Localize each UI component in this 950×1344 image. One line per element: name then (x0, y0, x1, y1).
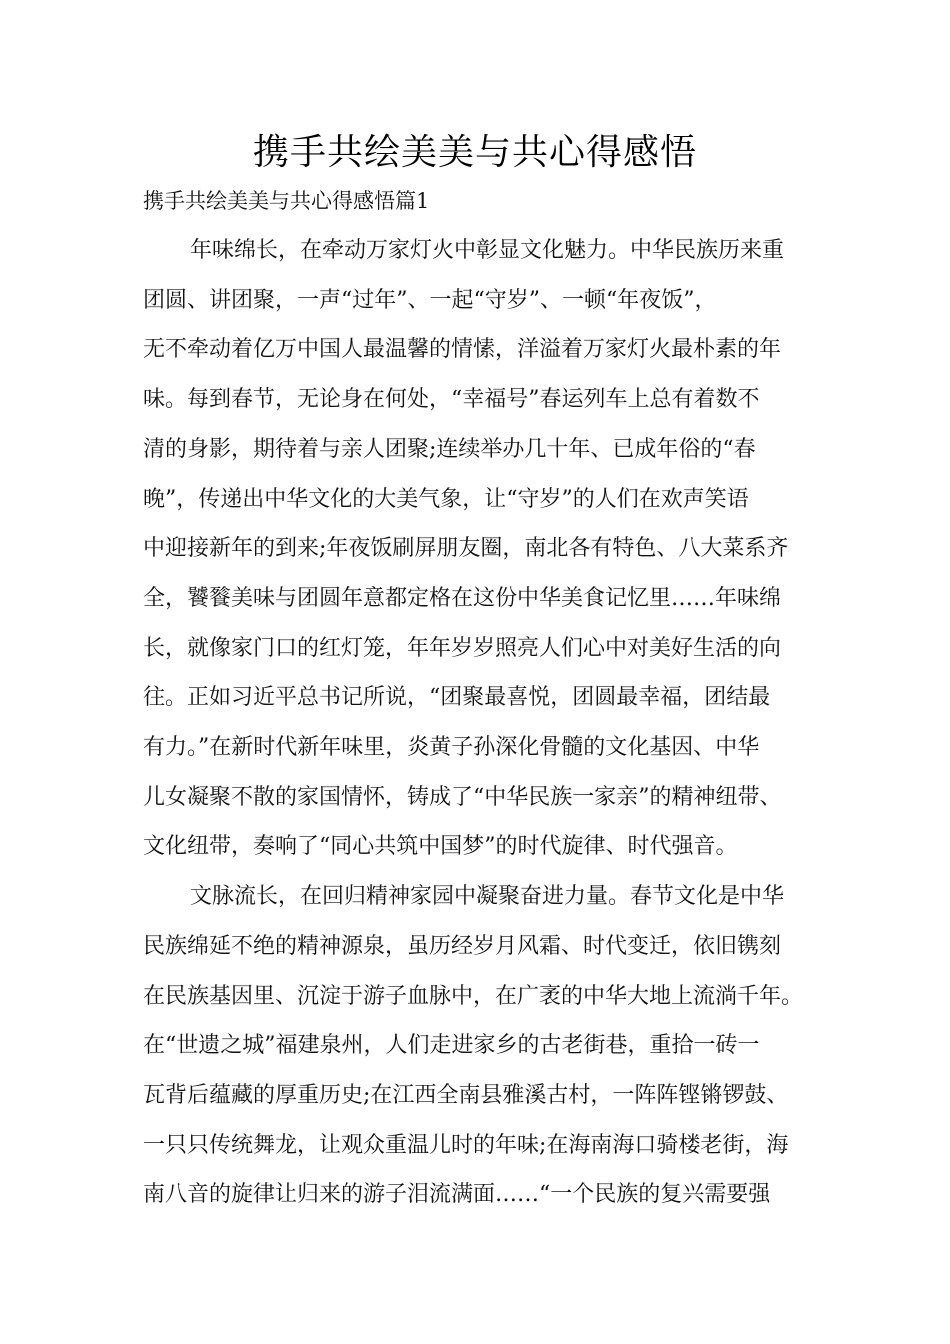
paragraph-line: 南八音的旋律让归来的游子泪流满面……“一个民族的复兴需要强 (143, 1182, 771, 1208)
paragraph-line: 儿女凝聚不散的家国情怀，铸成了“中华民族一家亲”的精神纽带、 (143, 784, 782, 810)
paragraph-line: 团圆、讲团聚，一声“过年”、一起“守岁”、一顿“年夜饭”， (143, 287, 717, 313)
section-heading: 携手共绘美美与共心得感悟篇1 (143, 189, 430, 213)
paragraph-line: 中迎接新年的到来;年夜饭刷屏朋友圈，南北各有特色、八大菜系齐 (143, 536, 789, 562)
paragraph-line: 在“世遗之城”福建泉州，人们走进家乡的古老街巷，重拾一砖一 (143, 1033, 760, 1059)
paragraph-line: 往。正如习近平总书记所说，“团聚最喜悦，团圆最幸福，团结最 (143, 685, 771, 711)
paragraph-line: 晚”，传递出中华文化的大美气象，让“守岁”的人们在欢声笑语 (143, 486, 749, 512)
paragraph-line: 味。每到春节，无论身在何处，“幸福号”春运列车上总有着数不 (143, 387, 760, 413)
paragraph-line: 一只只传统舞龙，让观众重温儿时的年味;在海南海口骑楼老街，海 (143, 1132, 789, 1158)
paragraph-line: 无不牵动着亿万中国人最温馨的情愫，洋溢着万家灯火最朴素的年 (143, 337, 782, 363)
paragraph-line: 在民族基因里、沉淀于游子血脉中，在广袤的中华大地上流淌千年。 (143, 983, 804, 1009)
paragraph-line: 民族绵延不绝的精神源泉，虽历经岁月风霜、时代变迁，依旧镌刻 (143, 933, 782, 959)
paragraph-line: 全，饕餮美味与团圆年意都定格在这份中华美食记忆里……年味绵 (143, 585, 782, 611)
page-title: 携手共绘美美与共心得感悟 (252, 132, 697, 173)
paragraph-line: 文化纽带，奏响了“同心共筑中国梦”的时代旋律、时代强音。 (143, 834, 738, 860)
paragraph-line: 长，就像家门口的红灯笼，年年岁岁照亮人们心中对美好生活的向 (143, 635, 782, 661)
paragraph-line: 年味绵长，在牵动万家灯火中彰显文化魅力。中华民族历来重 (190, 238, 785, 263)
paragraph-line: 文脉流长，在回归精神家园中凝聚奋进力量。春节文化是中华 (190, 884, 785, 910)
paragraph-line: 清的身影，期待着与亲人团聚;连续举办几十年、已成年俗的“春 (143, 436, 756, 462)
paragraph-line: 有力。”在新时代新年味里，炎黄子孙深化骨髓的文化基因、中华 (143, 735, 760, 760)
paragraph-line: 瓦背后蕴藏的厚重历史;在江西全南县雅溪古村，一阵阵铿锵锣鼓、 (143, 1082, 789, 1108)
